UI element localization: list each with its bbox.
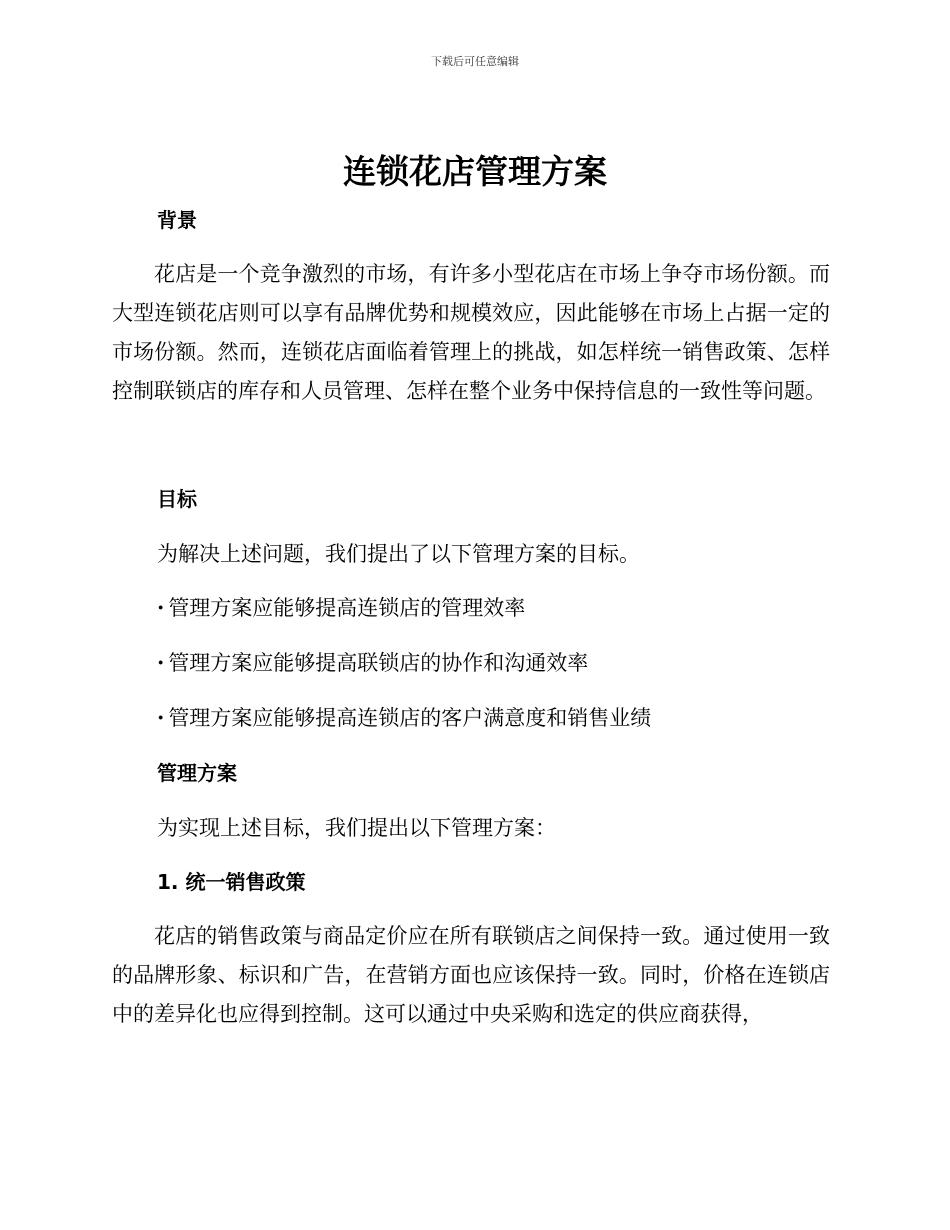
section-heading-goals: 目标 [157, 487, 197, 511]
bullet-icon: · [157, 650, 165, 675]
background-paragraph: 花店是一个竞争激烈的市场，有许多小型花店在市场上争夺市场份额。而大型连锁花店则可以享有品牌优势和规模效应，因此能够在市场上占据一定的市场份额。然而，连锁花店面临着管理上的挑战，如怎样统一销售政策、怎样控制联锁店的库存和人员管理、怎样在整个业务中保持信息的一致性等问题。 [112, 262, 830, 403]
plan-intro: 为实现上述目标，我们提出以下管理方案： [157, 816, 556, 840]
goals-intro: 为解决上述问题，我们提出了以下管理方案的目标。 [157, 542, 640, 566]
running-header: 下载后可任意编辑 [431, 55, 519, 68]
goal-bullet-text: 管理方案应能够提高联锁店的协作和沟通效率 [168, 651, 589, 675]
section-heading-plan: 管理方案 [157, 761, 237, 785]
subsection-heading-sales-policy: 1. 统一销售政策 [157, 870, 306, 894]
sales-policy-paragraph: 花店的销售政策与商品定价应在所有联锁店之间保持一致。通过使用一致的品牌形象、标识和广告，在营销方面也应该保持一致。同时，价格在连锁店中的差异化也应得到控制。这可以通过中央采购和选定的供应商获得， [112, 924, 830, 1026]
goal-bullet-text: 管理方案应能够提高连锁店的客户满意度和销售业绩 [168, 706, 652, 730]
document-title: 连锁花店管理方案 [343, 152, 607, 191]
goal-bullet-text: 管理方案应能够提高连锁店的管理效率 [168, 596, 526, 620]
bullet-icon: · [157, 705, 165, 730]
goal-bullet-item [157, 704, 651, 732]
goal-bullet-item [157, 594, 525, 622]
bullet-icon: · [157, 595, 165, 620]
goal-bullet-item [157, 649, 588, 677]
section-heading-background: 背景 [157, 208, 197, 232]
